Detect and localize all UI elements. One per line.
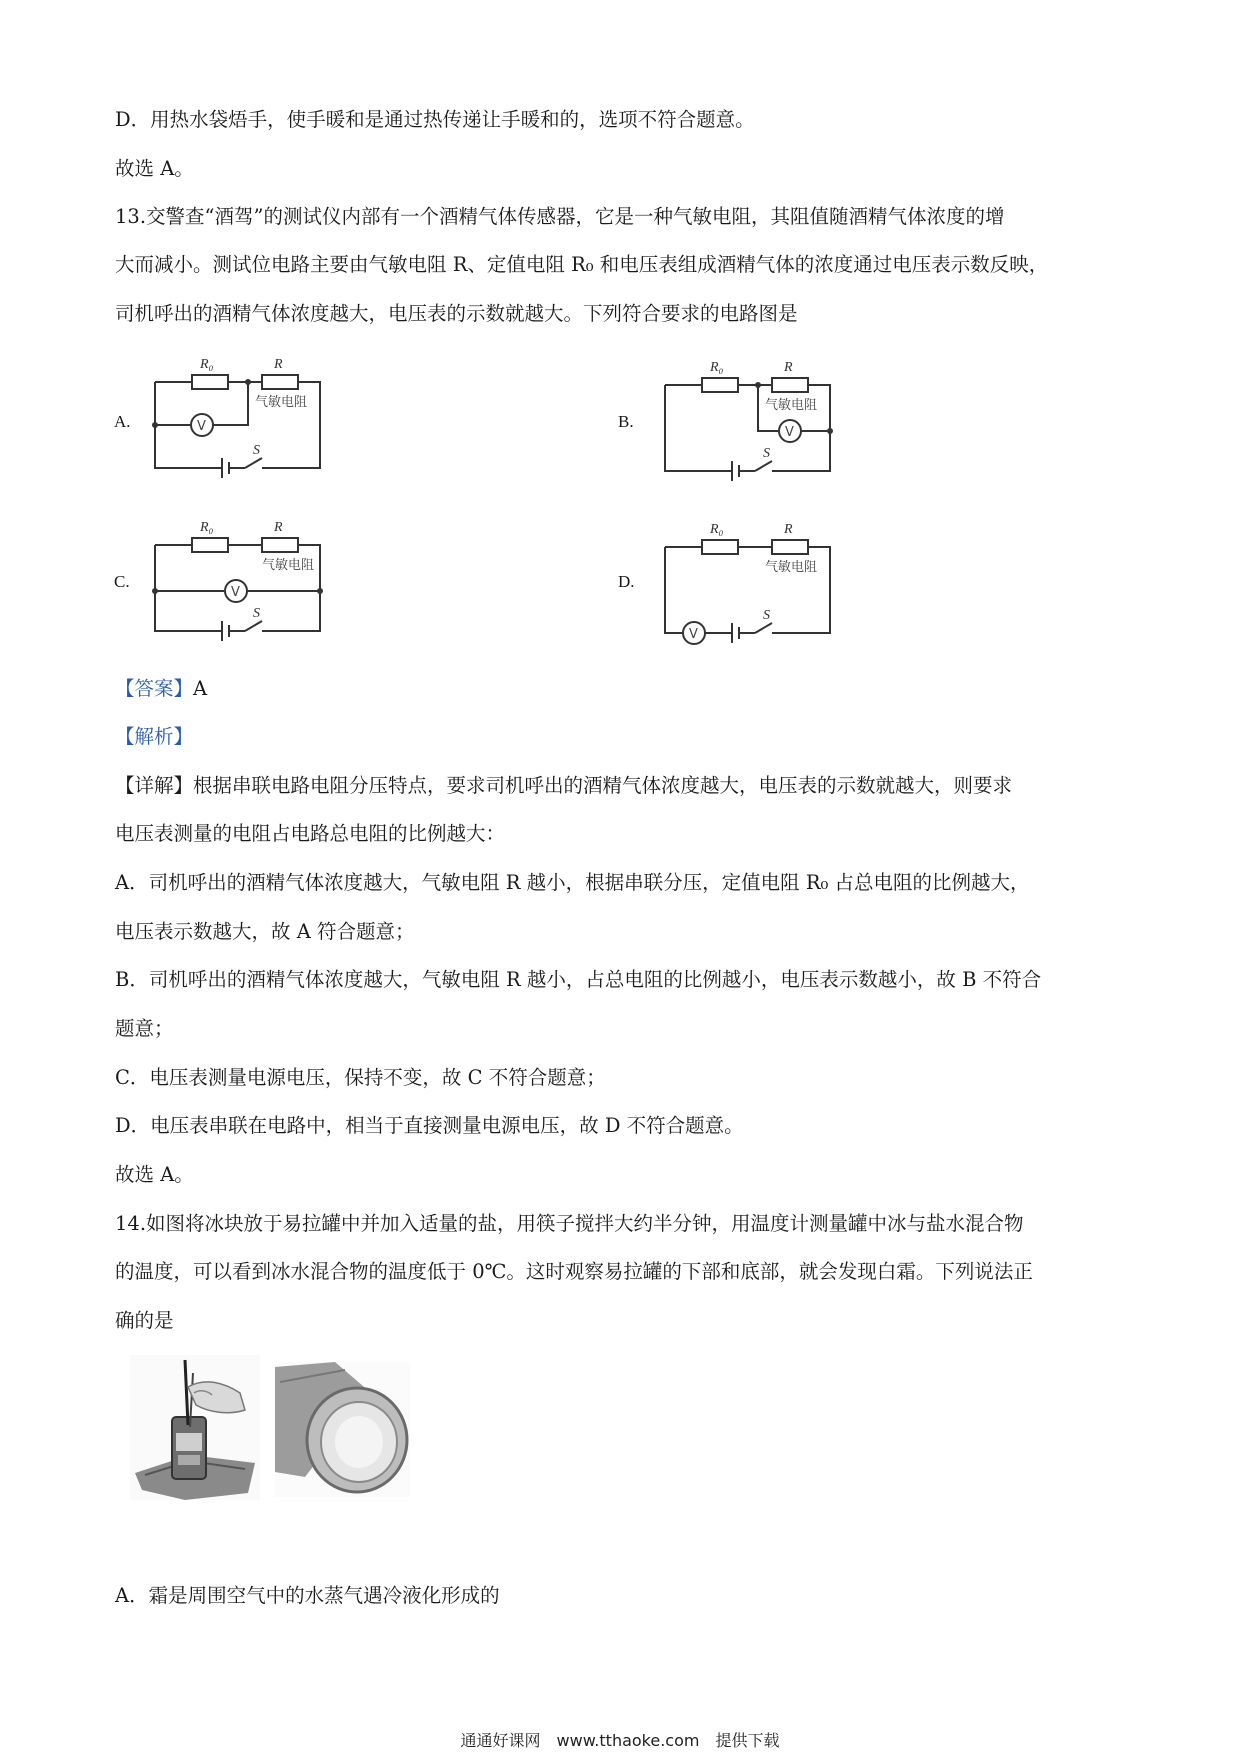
analysis-a-line: 电压表示数越大，故 A 符合题意； [115,920,415,943]
voltmeter-symbol: V [197,419,206,434]
experiment-photo-stirring [130,1355,260,1504]
voltmeter-symbol: V [231,585,240,600]
option-d-label: D. [618,572,635,591]
analysis-d-line: D．电压表串联在电路中，相当于直接测量电源电压，故 D 不符合题意。 [115,1114,744,1137]
question-14-line: 确的是 [115,1309,174,1332]
gas-resistor-label: 气敏电阻 [262,558,315,573]
r-label: R [274,520,283,535]
circuit-d [660,515,840,640]
circuit-b [660,353,840,478]
question-13-line: 司机呼出的酒精气体浓度越大，电压表的示数就越大。下列符合要求的电路图是 [115,302,798,325]
analysis-c-line: C．电压表测量电源电压，保持不变，故 C 不符合题意； [115,1066,606,1089]
question-14-option-a: A．霜是周围空气中的水蒸气遇冷液化形成的 [115,1584,500,1607]
answer-value: A [193,677,208,700]
option-a-label: A. [114,412,131,431]
switch-label: S [763,446,770,461]
option-b-label: B. [618,412,634,431]
question-14-line: 14.如图将冰块放于易拉罐中并加入适量的盐，用筷子搅拌大约半分钟，用温度计测量罐中冰与盐水混合物 [115,1212,1024,1235]
answer-tag: 【答案】 [115,677,194,700]
circuit-a [150,350,330,475]
text-line: D．用热水袋焐手，使手暖和是通过热传递让手暖和的，选项不符合题意。 [115,108,755,131]
r0-label: R₀ [200,520,214,535]
experiment-photo-can-bottom [275,1362,410,1501]
switch-label: S [253,606,260,621]
question-13-line: 13.交警查“酒驾”的测试仪内部有一个酒精气体传感器，它是一种气敏电阻，其阻值随酒精气体浓度的增 [115,205,1005,228]
option-c-label: C. [114,572,130,591]
r0-label: R₀ [710,360,724,375]
gas-resistor-label: 气敏电阻 [765,398,818,413]
analysis-b-line: B．司机呼出的酒精气体浓度越大，气敏电阻 R 越小，占总电阻的比例越小，电压表示数越小，故 B 不符合 [115,968,1042,991]
question-13-line: 大而减小。测试位电路主要由气敏电阻 R、定值电阻 R₀ 和电压表组成酒精气体的浓度通过电压表示数反映， [115,253,1049,276]
voltmeter-symbol: V [785,425,794,440]
switch-label: S [253,443,260,458]
analysis-a-line: A．司机呼出的酒精气体浓度越大，气敏电阻 R 越小，根据串联分压，定值电阻 R₀ 占总电阻的比例越大， [115,871,1030,894]
conclusion-line: 故选 A。 [115,1163,194,1186]
analysis-b-line: 题意； [115,1017,174,1040]
question-14-line: 的温度，可以看到冰水混合物的温度低于 0℃。这时观察易拉罐的下部和底部，就会发现白霜。下列说法正 [115,1260,1033,1283]
switch-label: S [763,608,770,623]
voltmeter-symbol: V [689,627,698,642]
analysis-tag: 【解析】 [115,725,194,748]
gas-resistor-label: 气敏电阻 [255,395,308,410]
detail-line: 【详解】根据串联电路电阻分压特点，要求司机呼出的酒精气体浓度越大，电压表的示数就越大，则要求 [115,774,1013,797]
text-line: 故选 A。 [115,157,194,180]
r0-label: R₀ [200,357,214,372]
detail-line: 电压表测量的电阻占电路总电阻的比例越大： [115,822,506,845]
circuit-c [150,513,330,638]
gas-resistor-label: 气敏电阻 [765,560,818,575]
answer-line [115,675,207,703]
r0-label: R₀ [710,522,724,537]
r-label: R [784,522,793,537]
r-label: R [784,360,793,375]
r-label: R [274,357,283,372]
page-footer: 通通好课网 www.tthaoke.com 提供下载 [460,1731,780,1750]
